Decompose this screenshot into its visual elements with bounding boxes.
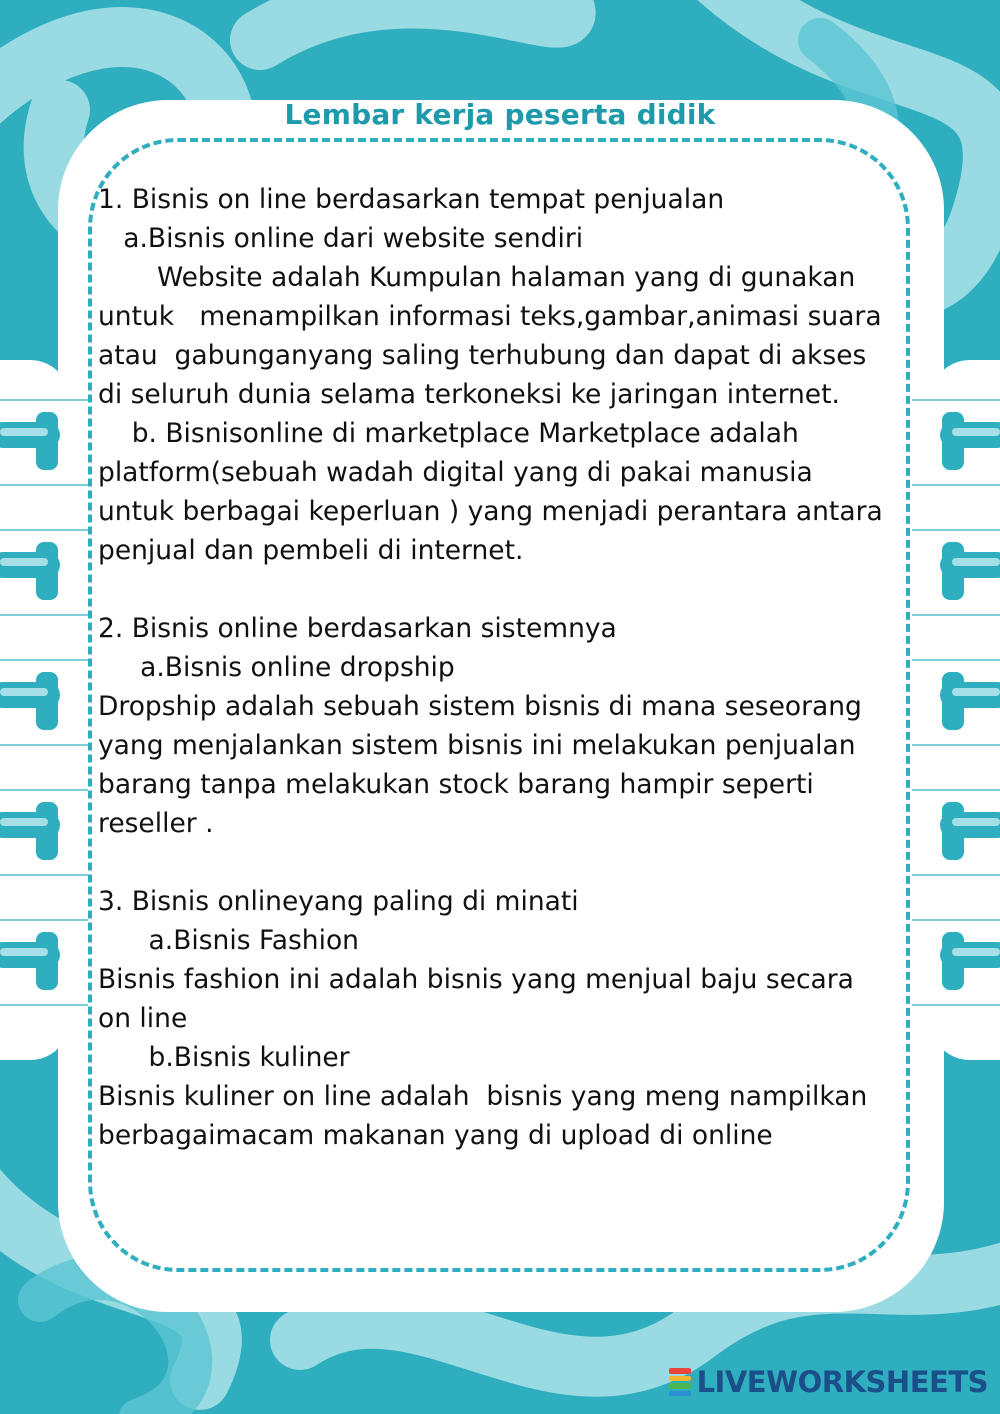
logo-bar: [669, 1368, 691, 1374]
content-line: 3. Bisnis onlineyang paling di minati: [98, 886, 579, 917]
content-line: barang tanpa melakukan stock barang hampir seperti: [98, 769, 814, 800]
content-line: b.Bisnis kuliner: [98, 1042, 350, 1073]
content-line: a.Bisnis online dari website sendiri: [98, 223, 584, 254]
content-line: [98, 570, 898, 609]
content-line: platform(sebuah wadah digital yang di pakai manusia: [98, 457, 813, 488]
content-line: a.Bisnis online dropship: [98, 652, 455, 683]
content-line: b. Bisnisonline di marketplace Marketplace adalah: [98, 418, 799, 449]
liveworksheets-logo-icon: [669, 1368, 691, 1396]
content-line: Bisnis fashion ini adalah bisnis yang menjual baju secara: [98, 964, 854, 995]
content-line: 2. Bisnis online berdasarkan sistemnya: [98, 613, 617, 644]
content-line: berbagaimacam makanan yang di upload di online: [98, 1120, 773, 1151]
content-line: Website adalah Kumpulan halaman yang di gunakan: [98, 262, 856, 293]
content-line: a.Bisnis Fashion: [98, 925, 359, 956]
content-line: untuk berbagai keperluan ) yang menjadi perantara antara: [98, 496, 883, 527]
worksheet-title: Lembar kerja peserta didik: [284, 98, 716, 131]
content-line: [98, 843, 898, 882]
content-line: atau gabunganyang saling terhubung dan dapat di akses: [98, 340, 867, 371]
liveworksheets-brand: [669, 1362, 988, 1402]
logo-bar: [669, 1376, 691, 1382]
content-line: 1. Bisnis on line berdasarkan tempat penjualan: [98, 184, 725, 215]
logo-bar: [669, 1391, 691, 1397]
content-line: Dropship adalah sebuah sistem bisnis di mana seseorang: [98, 691, 862, 722]
content-line: Bisnis kuliner on line adalah bisnis yang meng nampilkan: [98, 1081, 868, 1112]
logo-bar: [669, 1383, 691, 1389]
content-line: untuk menampilkan informasi teks,gambar,animasi suara: [98, 301, 882, 332]
brand-name: LIVEWORKSHEETS: [696, 1365, 988, 1399]
content-line: di seluruh dunia selama terkoneksi ke jaringan internet.: [98, 379, 840, 410]
worksheet-content: [98, 180, 898, 1155]
content-line: yang menjalankan sistem bisnis ini melakukan penjualan: [98, 730, 856, 761]
content-line: penjual dan pembeli di internet.: [98, 535, 524, 566]
content-line: reseller .: [98, 808, 214, 839]
content-line: on line: [98, 1003, 188, 1034]
